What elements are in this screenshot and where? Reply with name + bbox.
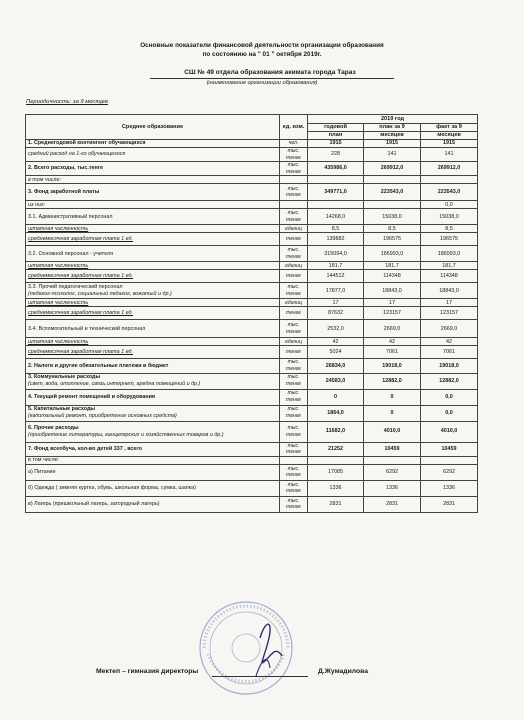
- value-fact-9m: 0,0: [421, 201, 478, 209]
- value-fact-9m: 19018,0: [421, 359, 478, 373]
- row-unit-line1: тыс.: [287, 359, 300, 366]
- row-label: [26, 464, 280, 480]
- row-label: [26, 162, 280, 176]
- value-plan-9m: 269912,0: [364, 162, 421, 176]
- value-plan-9m: 181,7: [364, 262, 421, 270]
- report-date: по состоянию на " 01 " октября 2019г.: [202, 51, 322, 58]
- value-fact-9m: 1915: [421, 140, 478, 148]
- table-row: [26, 359, 478, 373]
- value-plan-9m: 6292: [364, 464, 421, 480]
- row-unit: [280, 233, 308, 246]
- value-fact-9m: 114348: [421, 270, 478, 283]
- row-unit-line2: тенге: [286, 192, 301, 199]
- value-annual-plan: 139882: [308, 233, 364, 246]
- row-label: [26, 359, 280, 373]
- table-row: [26, 373, 478, 389]
- value-plan-9m: [364, 176, 421, 184]
- row-unit-line2: тенге: [286, 413, 301, 420]
- row-unit-line1: тыс.: [287, 390, 300, 397]
- value-annual-plan: 315094,0: [308, 246, 364, 262]
- row-unit: [280, 320, 308, 338]
- row-label-text: штатная численность: [28, 338, 89, 345]
- table-row: [26, 338, 478, 346]
- row-label-text: штатная численность: [28, 262, 89, 269]
- table-row: [26, 299, 478, 307]
- row-unit: [280, 246, 308, 262]
- row-unit: [280, 496, 308, 512]
- value-annual-plan: 17085: [308, 464, 364, 480]
- row-label: [26, 233, 280, 246]
- row-unit-line1: тыс.: [287, 406, 300, 413]
- row-unit: [280, 299, 308, 307]
- row-unit: [280, 456, 308, 464]
- row-label: [26, 270, 280, 283]
- table-row: [26, 262, 478, 270]
- value-annual-plan: 5024: [308, 346, 364, 359]
- signature-line: [212, 676, 308, 677]
- row-label: [26, 299, 280, 307]
- report-title: Основные показатели финансовой деятельности организации образования: [140, 42, 384, 49]
- row-unit: [280, 389, 308, 405]
- value-plan-9m: 1336: [364, 480, 421, 496]
- header-fact-9-2: месяцев: [421, 132, 478, 140]
- row-label: [26, 496, 280, 512]
- value-fact-9m: 141: [421, 148, 478, 162]
- value-annual-plan: 11682,0: [308, 421, 364, 442]
- row-label: [26, 346, 280, 359]
- value-annual-plan: 17877,0: [308, 283, 364, 299]
- row-unit-line2: тенге: [286, 168, 301, 175]
- row-unit: [280, 373, 308, 389]
- value-fact-9m: 196575: [421, 233, 478, 246]
- value-annual-plan: 1915: [308, 140, 364, 148]
- row-label: [26, 320, 280, 338]
- table-row: [26, 184, 478, 201]
- row-label: [26, 148, 280, 162]
- value-annual-plan: 1864,0: [308, 405, 364, 421]
- row-label: [26, 405, 280, 421]
- row-unit-line2: тенге: [286, 253, 301, 260]
- header-plan-year-1: годовой: [308, 124, 364, 132]
- table-row: [26, 233, 478, 246]
- row-label-text: 4. Текущий ремонт помещений и оборудования: [28, 393, 156, 400]
- row-unit-line1: тыс.: [287, 322, 300, 329]
- finance-table: [25, 114, 478, 513]
- value-plan-9m: 15038,0: [364, 209, 421, 225]
- value-fact-9m: [421, 176, 478, 184]
- row-label: [26, 442, 280, 456]
- table-row: [26, 148, 478, 162]
- row-unit: [280, 338, 308, 346]
- row-label: [26, 209, 280, 225]
- row-label-text: в том числе:: [28, 456, 60, 463]
- row-unit-line2: тенге: [286, 449, 301, 456]
- value-annual-plan: 2532,0: [308, 320, 364, 338]
- row-label-text: 2. Всего расходы, тыс.тенге: [28, 165, 104, 172]
- value-annual-plan: [308, 201, 364, 209]
- row-label: [26, 456, 280, 464]
- row-label-text: штатная численность: [28, 299, 89, 306]
- row-unit: [280, 225, 308, 233]
- value-fact-9m: 0,0: [421, 405, 478, 421]
- row-unit: [280, 176, 308, 184]
- table-row: [26, 496, 478, 512]
- row-unit-line2: тенге: [286, 431, 301, 438]
- table-row: [26, 162, 478, 176]
- value-plan-9m: 10459: [364, 442, 421, 456]
- value-fact-9m: 1336: [421, 480, 478, 496]
- row-label-text: б) Одежда ( зимняя куртка, обувь, школьная форма, сумка, шапка): [28, 484, 196, 491]
- row-label: [26, 176, 280, 184]
- row-label-text: 2. Налоги и другие обязательные платежи в бюджет: [28, 362, 169, 369]
- value-annual-plan: 8,5: [308, 225, 364, 233]
- director-name: Д.Жумадилова: [318, 668, 369, 675]
- row-unit-line1: тыс.: [287, 374, 300, 381]
- value-annual-plan: 2831: [308, 496, 364, 512]
- value-fact-9m: 2669,0: [421, 320, 478, 338]
- row-label-text: среднемесячная заработная плата 1 ед.: [28, 273, 133, 280]
- table-row: [26, 246, 478, 262]
- row-label: [26, 373, 280, 389]
- row-unit-line2: тенге: [286, 381, 301, 388]
- value-annual-plan: 0: [308, 389, 364, 405]
- row-unit-line2: тенге: [286, 216, 301, 223]
- director-title: Мектеп – гимназия директоры: [96, 668, 199, 675]
- table-row: [26, 456, 478, 464]
- row-unit-line2: тенге: [286, 488, 301, 495]
- row-label-text: среднемесячная заработная плата 1 ед.: [28, 349, 133, 356]
- row-unit-line1: тенге: [286, 349, 301, 356]
- row-unit-line2: тенге: [286, 504, 301, 511]
- row-unit-line1: тыс.: [287, 481, 300, 488]
- header-plan-9-1: план за 9: [364, 124, 421, 132]
- value-fact-9m: 269912,0: [421, 162, 478, 176]
- organization-name: СШ № 49 отдела образования акимата города Тараз: [184, 69, 356, 76]
- value-annual-plan: 21252: [308, 442, 364, 456]
- row-label-text: в) Лагерь (пришкольный лагерь, загородный лагерь): [28, 500, 160, 507]
- value-plan-9m: 123157: [364, 307, 421, 320]
- row-unit-line1: тыс.: [287, 210, 300, 217]
- row-unit-line1: тенге: [286, 310, 301, 317]
- row-unit: [280, 480, 308, 496]
- row-unit-line2: тенге: [286, 154, 301, 161]
- value-plan-9m: 18843,0: [364, 283, 421, 299]
- row-label-text: 3.1. Административный персонал: [28, 213, 113, 220]
- value-plan-9m: 0: [364, 405, 421, 421]
- value-fact-9m: 7061: [421, 346, 478, 359]
- value-plan-9m: 8,5: [364, 225, 421, 233]
- row-label-note: (свет, вода, отопление, связь,интернет, аредна помещений и др.): [28, 381, 201, 388]
- table-row: [26, 480, 478, 496]
- row-label-text: из них:: [28, 201, 46, 208]
- row-label-text: в том числе:: [28, 176, 61, 183]
- value-fact-9m: 42: [421, 338, 478, 346]
- row-unit: [280, 162, 308, 176]
- header-plan-9-2: месяцев: [364, 132, 421, 140]
- row-label-note: (капитальный ремонт, приобретение основных средств): [28, 413, 177, 420]
- row-label-text: среднемесячная заработная плата 1 ед.: [28, 236, 133, 243]
- value-fact-9m: 186993,0: [421, 246, 478, 262]
- value-annual-plan: 228: [308, 148, 364, 162]
- row-label: [26, 246, 280, 262]
- table-row: [26, 320, 478, 338]
- table-row: [26, 283, 478, 299]
- value-fact-9m: 4010,0: [421, 421, 478, 442]
- value-plan-9m: 7061: [364, 346, 421, 359]
- row-unit: [280, 201, 308, 209]
- value-fact-9m: 123157: [421, 307, 478, 320]
- row-unit-line1: тыс.: [287, 162, 300, 169]
- table-row: [26, 140, 478, 148]
- row-unit-line1: тыс.: [287, 424, 300, 431]
- table-row: [26, 389, 478, 405]
- row-label-text: 3.2. Основной персонал - учителя: [28, 250, 114, 257]
- header-year: 2019 год: [308, 115, 478, 124]
- table-row: [26, 225, 478, 233]
- value-fact-9m: 15038,0: [421, 209, 478, 225]
- value-fact-9m: 18843,0: [421, 283, 478, 299]
- row-unit-line1: тыс.: [287, 497, 300, 504]
- row-unit-line2: тенге: [286, 365, 301, 372]
- row-label: [26, 307, 280, 320]
- row-label-text: 5. Капитальные расходы: [28, 406, 95, 413]
- header-fact-9-1: факт за 9: [421, 124, 478, 132]
- table-row: [26, 346, 478, 359]
- row-label: [26, 201, 280, 209]
- value-plan-9m: 114348: [364, 270, 421, 283]
- row-label-text: 3. Фонд заработной платы: [28, 189, 100, 196]
- header-plan-year-2: план: [308, 132, 364, 140]
- value-fact-9m: 2831: [421, 496, 478, 512]
- value-fact-9m: 8,5: [421, 225, 478, 233]
- row-unit-line1: тыс.: [287, 185, 300, 192]
- row-unit-line1: тенге: [286, 236, 301, 243]
- value-annual-plan: 42: [308, 338, 364, 346]
- row-label: [26, 225, 280, 233]
- row-label: [26, 140, 280, 148]
- row-unit-line1: единиц: [285, 262, 302, 269]
- value-plan-9m: 17: [364, 299, 421, 307]
- value-fact-9m: 17: [421, 299, 478, 307]
- row-label: [26, 480, 280, 496]
- value-plan-9m: 2669,0: [364, 320, 421, 338]
- value-annual-plan: [308, 456, 364, 464]
- table-row: [26, 270, 478, 283]
- value-fact-9m: 181,7: [421, 262, 478, 270]
- row-label: [26, 389, 280, 405]
- row-unit-line2: тенге: [286, 328, 301, 335]
- table-row: [26, 421, 478, 442]
- row-unit-line1: тыс.: [287, 442, 300, 449]
- value-annual-plan: 435986,0: [308, 162, 364, 176]
- row-unit-line1: единиц: [285, 225, 302, 232]
- row-unit-line2: тенге: [286, 397, 301, 404]
- row-unit: [280, 346, 308, 359]
- row-unit-line1: тенге: [286, 273, 301, 280]
- row-unit-line1: тыс.: [287, 148, 300, 154]
- row-unit-line2: тенге: [286, 472, 301, 479]
- row-unit-line1: тыс.: [287, 465, 300, 472]
- value-plan-9m: 2831: [364, 496, 421, 512]
- row-label-text: 1. Среднегодовой контингент обучающихся: [28, 140, 146, 147]
- value-plan-9m: 42: [364, 338, 421, 346]
- row-label-note: (приобретение литературы, канцелярских и хозяйственных товаров и др.): [28, 431, 224, 438]
- value-fact-9m: 0,0: [421, 389, 478, 405]
- row-unit: [280, 148, 308, 162]
- row-unit: [280, 209, 308, 225]
- value-fact-9m: 6292: [421, 464, 478, 480]
- row-label-text: среднемесячная заработная плата 1 ед.: [28, 310, 133, 317]
- row-label: [26, 262, 280, 270]
- row-unit: [280, 184, 308, 201]
- value-annual-plan: 349771,0: [308, 184, 364, 201]
- table-row: [26, 209, 478, 225]
- row-label: [26, 421, 280, 442]
- value-annual-plan: [308, 176, 364, 184]
- value-fact-9m: 10459: [421, 442, 478, 456]
- table-row: [26, 176, 478, 184]
- value-plan-9m: 186993,0: [364, 246, 421, 262]
- row-label-text: средний расход на 1-го обучающегося: [28, 151, 126, 158]
- value-annual-plan: 1336: [308, 480, 364, 496]
- row-unit: [280, 307, 308, 320]
- row-unit-line1: единиц: [285, 299, 302, 306]
- value-annual-plan: 87632: [308, 307, 364, 320]
- row-unit-line1: тыс.: [287, 284, 300, 291]
- value-plan-9m: 12882,0: [364, 373, 421, 389]
- organization-note: (наименование организации образования): [206, 80, 318, 86]
- value-annual-plan: 24583,0: [308, 373, 364, 389]
- table-row: [26, 442, 478, 456]
- row-label-text: а) Питание: [28, 468, 56, 475]
- table-row: [26, 405, 478, 421]
- table-row: [26, 307, 478, 320]
- value-plan-9m: [364, 456, 421, 464]
- row-label-text: 3.3. Прочий педагогический персонал: [28, 284, 123, 291]
- row-label-note: (педагог-психолог, социальный педагог, вожатый и др.): [28, 290, 172, 297]
- row-label-text: 7. Фонд всеобуча, кол-во детей 337 , всего: [28, 445, 142, 452]
- row-unit: [280, 359, 308, 373]
- row-unit-line2: тенге: [286, 290, 301, 297]
- value-plan-9m: 223543,0: [364, 184, 421, 201]
- row-unit: [280, 464, 308, 480]
- row-unit: [280, 421, 308, 442]
- row-unit-line1: тыс.: [287, 247, 300, 254]
- value-annual-plan: 181,7: [308, 262, 364, 270]
- value-plan-9m: [364, 201, 421, 209]
- table-row: [26, 464, 478, 480]
- value-plan-9m: 19018,0: [364, 359, 421, 373]
- row-unit: [280, 262, 308, 270]
- row-unit-line1: чел.: [288, 140, 299, 147]
- row-label: [26, 283, 280, 299]
- value-plan-9m: 1915: [364, 140, 421, 148]
- row-label-text: штатная численность: [28, 225, 89, 232]
- row-unit: [280, 140, 308, 148]
- value-plan-9m: 0: [364, 389, 421, 405]
- row-label: [26, 184, 280, 201]
- row-label: [26, 338, 280, 346]
- value-plan-9m: 196575: [364, 233, 421, 246]
- value-fact-9m: [421, 456, 478, 464]
- value-annual-plan: 17: [308, 299, 364, 307]
- table-row: [26, 201, 478, 209]
- value-annual-plan: 144512: [308, 270, 364, 283]
- value-fact-9m: 223543,0: [421, 184, 478, 201]
- organization-underline: [150, 78, 394, 79]
- value-plan-9m: 141: [364, 148, 421, 162]
- period-label: Периодичность: за 9 месяцев: [26, 99, 108, 105]
- row-unit: [280, 405, 308, 421]
- value-annual-plan: 26834,0: [308, 359, 364, 373]
- row-label-text: 6. Прочие расходы: [28, 424, 79, 431]
- header-unit: ед. изм.: [280, 115, 308, 140]
- row-unit: [280, 283, 308, 299]
- header-name: Среднее образование: [26, 115, 280, 140]
- row-unit: [280, 270, 308, 283]
- value-plan-9m: 4010,0: [364, 421, 421, 442]
- value-annual-plan: 14268,0: [308, 209, 364, 225]
- row-unit-line1: единиц: [285, 338, 302, 345]
- row-label-text: 3.4. Вспомогательный и технический персонал: [28, 325, 146, 332]
- value-fact-9m: 12882,0: [421, 373, 478, 389]
- row-unit: [280, 442, 308, 456]
- row-label-text: 3. Коммунальные расходы: [28, 374, 101, 381]
- official-stamp: [196, 598, 296, 698]
